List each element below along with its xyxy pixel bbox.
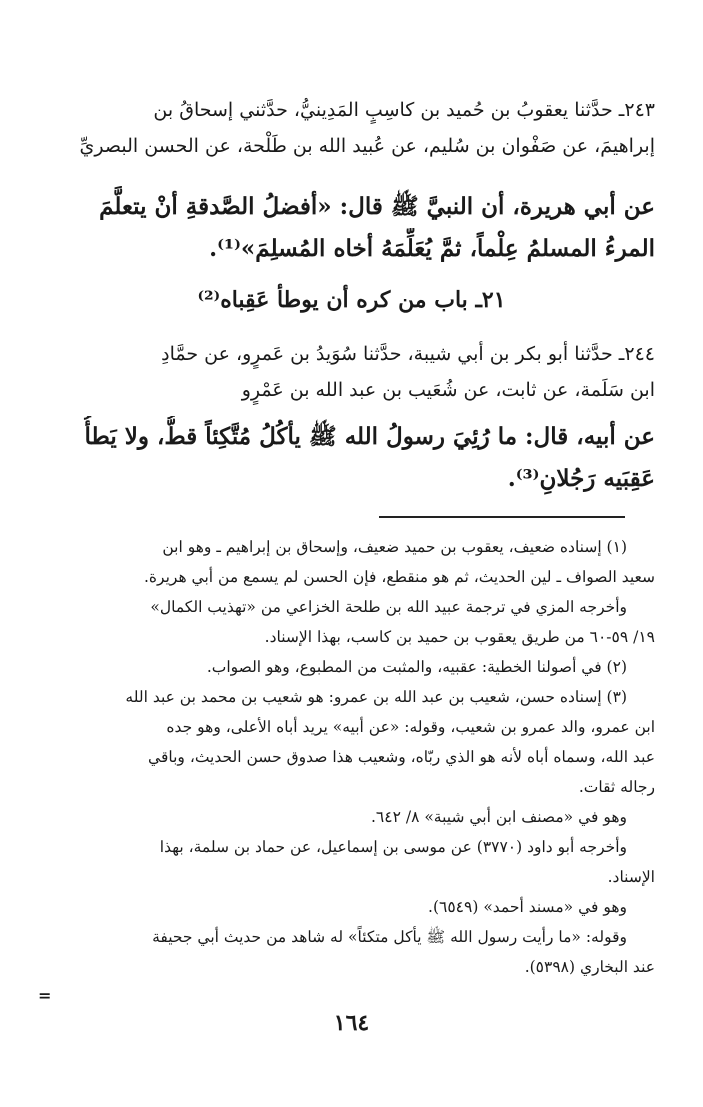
hadith-243-matn (48, 186, 655, 270)
text-line: إبراهيمَ، عن صَفْوان بن سُليم، عن عُبيد الله بن طَلْحة، عن الحسن البصريِّ (79, 135, 655, 157)
footnote-line: (٢) في أصولنا الخطية: عقبيه، والمثبت من المطبوع، وهو الصواب. (206, 658, 627, 676)
text-line: عن أبيه، قال: ما رُئِيَ رسولُ الله ﷺ يأكُلُ مُتَّكِئاً قطُّ، ولا يَطأُ (84, 423, 655, 450)
continuation-mark: = (38, 986, 52, 1005)
footnote-line: وهو في «مسند أحمد» (٦٥٤٩). (428, 898, 627, 916)
footnote-line: (٣) إسناده حسن، شعيب بن عبد الله بن عمرو: هو شعيب بن محمد بن عبد الله (125, 688, 627, 706)
footnote-line: وقوله: «ما رأيت رسول الله ﷺ يأكل متكئاً» له شاهد من حديث أبي جحيفة (152, 928, 627, 946)
chapter-heading: ٢١ـ باب من كره أن يوطأ عَقِباه⁽²⁾ (197, 287, 506, 313)
footnote-line: عند البخاري (٥٣٩٨). (524, 958, 655, 976)
hadith-244-matn (48, 416, 655, 500)
text-line: عَقِبَيه رَجُلانِ⁽³⁾. (507, 465, 655, 492)
hadith-244-isnad (48, 336, 655, 408)
footnote-line: الإسناد. (607, 868, 655, 886)
text-line: ٢٤٤ـ حدَّثنا أبو بكر بن أبي شيبة، حدَّثنا سُوَيدُ بن عَمرٍو، عن حمَّادِ (161, 343, 655, 365)
footnote-line: سعيد الصواف ـ لين الحديث، ثم هو منقطع، فإن الحسن لم يسمع من أبي هريرة. (143, 568, 655, 586)
footnote-line: وهو في «مصنف ابن أبي شيبة» ٨/ ٦٤٢. (370, 808, 627, 826)
footnote-line: ١٩/ ٥٩-٦٠ من طريق يعقوب بن حميد بن كاسب، بهذا الإسناد. (264, 628, 655, 646)
hadith-243-isnad (48, 92, 655, 164)
footnote-line: رجاله ثقات. (578, 778, 655, 796)
text-line: ٢٤٣ـ حدَّثنا يعقوبُ بن حُميد بن كاسِبٍ المَدِينيُّ، حدَّثني إسحاقُ بن (153, 99, 655, 121)
text-line: عن أبي هريرة، أن النبيَّ ﷺ قال: «أفضلُ الصَّدقةِ أنْ يتعلَّمَ (99, 193, 655, 220)
text-line: المرءُ المسلمُ عِلْماً، ثمَّ يُعَلِّمَهُ أخاه المُسلِمَ»⁽¹⁾. (209, 235, 655, 262)
footnote-line: وأخرجه المزي في ترجمة عبيد الله بن طلحة الخزاعي من «تهذيب الكمال» (150, 598, 627, 616)
footnote-divider (379, 516, 625, 518)
footnote-line: ابن عمرو، والد عمرو بن شعيب، وقوله: «عن أبيه» يريد أباه الأعلى، وهو جده (166, 718, 655, 736)
text-line: ابن سَلَمة، عن ثابت، عن شُعَيب بن عبد الله بن عَمْرٍو (241, 379, 655, 401)
footnotes (48, 532, 655, 982)
footnote-line: عبد الله، وسماه أباه لأنه هو الذي ربّاه، وشعيب هذا صدوق حسن الحديث، وباقي (148, 748, 655, 766)
page-number: ١٦٤ (333, 1010, 370, 1036)
footnote-line: وأخرجه أبو داود (٣٧٧٠) عن موسى بن إسماعيل، عن حماد بن سلمة، بهذا (159, 838, 627, 856)
footnote-line: (١) إسناده ضعيف، يعقوب بن حميد ضعيف، وإسحاق بن إبراهيم ـ وهو ابن (162, 538, 627, 556)
